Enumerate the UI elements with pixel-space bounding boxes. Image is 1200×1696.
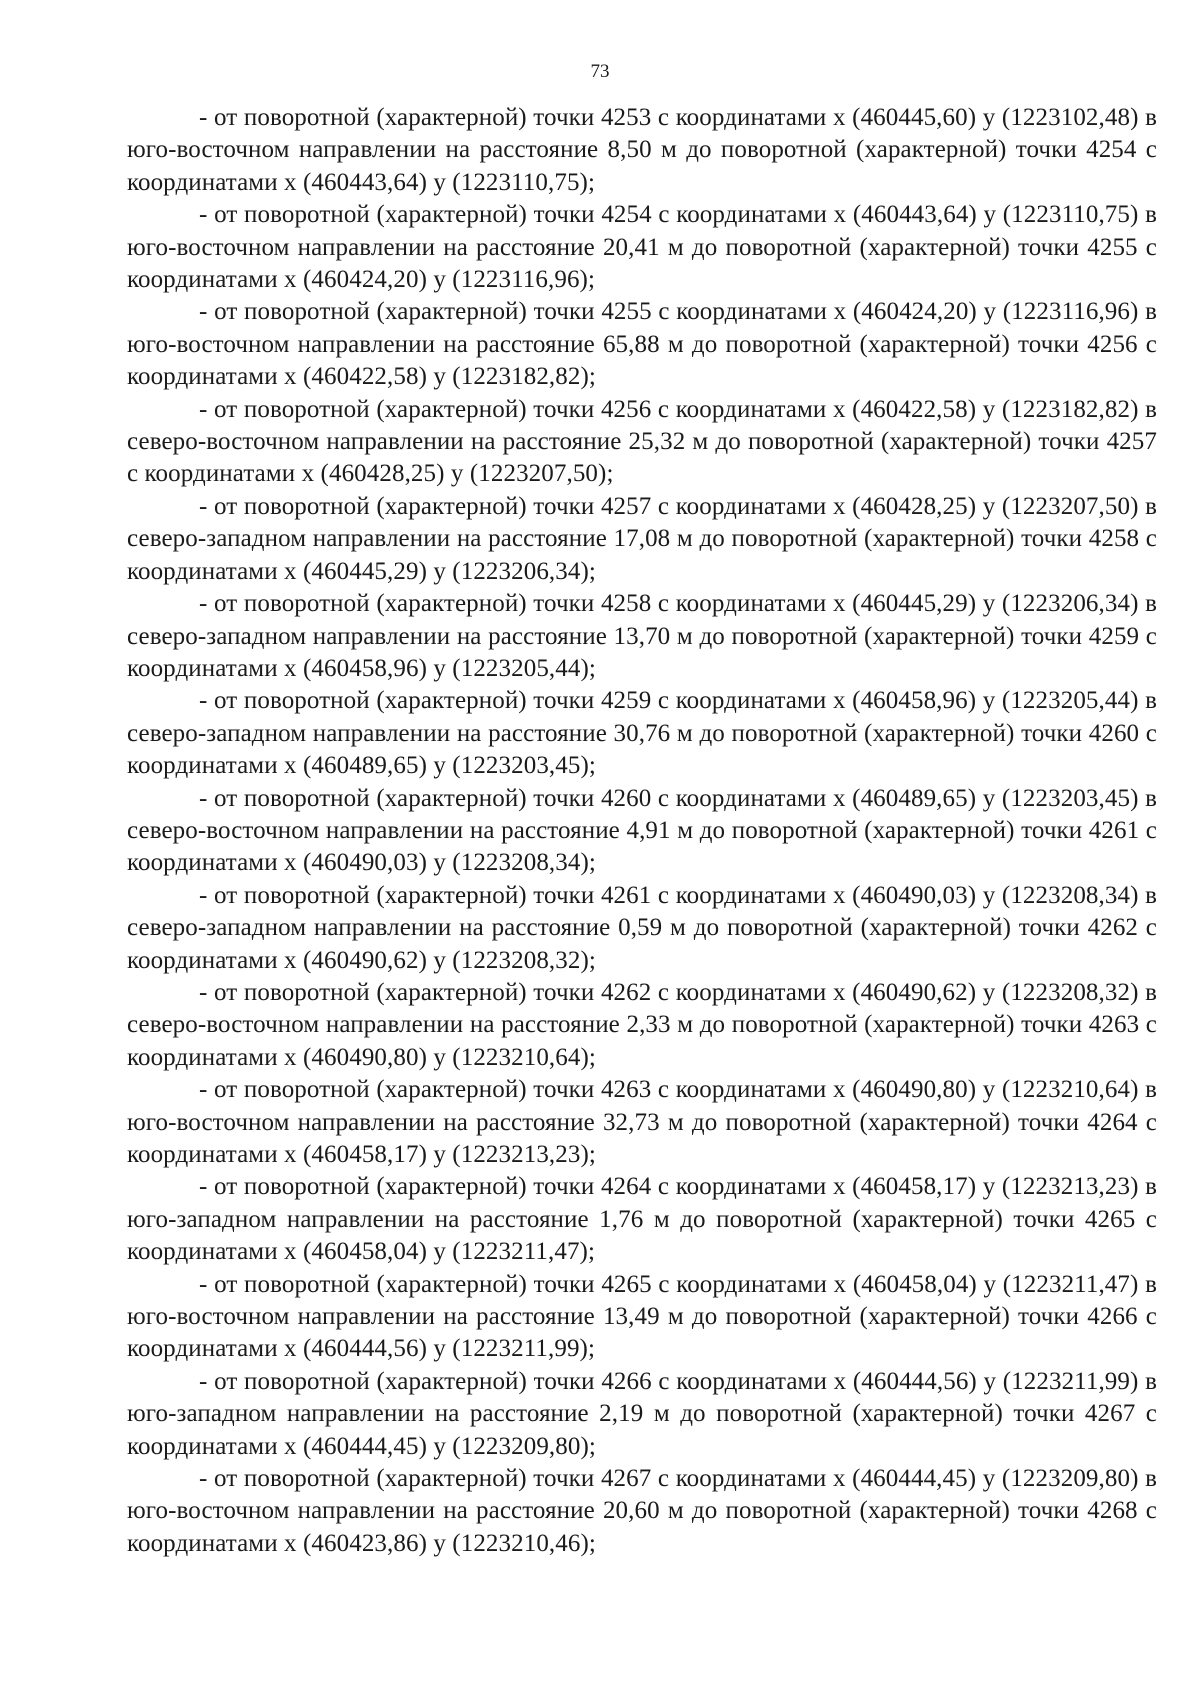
boundary-paragraph-4264: - от поворотной (характерной) точки 4264 с координатами x (460458,17) у (1223213,23) в юго-западном направлении на расстояние 1,76 м до поворотной (характерной) точки 4265 с координатами x (460458,04) у (1223211,47); bbox=[127, 1173, 1157, 1266]
boundary-paragraph-4258: - от поворотной (характерной) точки 4258 с координатами x (460445,29) у (1223206,34) в северо-западном направлении на расстояние 13,70 м до поворотной (характерной) точки 4259 с координатами x (460458,96) у (1223205,44); bbox=[127, 590, 1157, 682]
boundary-paragraph-4255: - от поворотной (характерной) точки 4255 с координатами x (460424,20) у (1223116,96) в юго-восточном направлении на расстояние 65,88 м до поворотной (характерной) точки 4256 с координатами x (460422,58) у (1223182,82); bbox=[127, 298, 1157, 391]
document-body bbox=[127, 102, 1157, 1560]
boundary-paragraph-4253: - от поворотной (характерной) точки 4253 с координатами x (460445,60) у (1223102,48) в юго-восточном направлении на расстояние 8,50 м до поворотной (характерной) точки 4254 с координатами x (460443,64) у (1223110,75); bbox=[127, 104, 1157, 196]
boundary-paragraph-4267: - от поворотной (характерной) точки 4267 с координатами x (460444,45) у (1223209,80) в юго-восточном направлении на расстояние 20,60 м до поворотной (характерной) точки 4268 с координатами x (460423,86) у (1223210,46); bbox=[127, 1465, 1157, 1557]
boundary-paragraph-4257: - от поворотной (характерной) точки 4257 с координатами x (460428,25) у (1223207,50) в северо-западном направлении на расстояние 17,08 м до поворотной (характерной) точки 4258 с координатами x (460445,29) у (1223206,34); bbox=[127, 492, 1157, 585]
boundary-paragraph-4265: - от поворотной (характерной) точки 4265 с координатами x (460458,04) у (1223211,47) в юго-восточном направлении на расстояние 13,49 м до поворотной (характерной) точки 4266 с координатами x (460444,56) у (1223211,99); bbox=[127, 1270, 1157, 1363]
page-number: 73 bbox=[590, 61, 610, 82]
boundary-paragraph-4263: - от поворотной (характерной) точки 4263 с координатами x (460490,80) у (1223210,64) в юго-восточном направлении на расстояние 32,73 м до поворотной (характерной) точки 4264 с координатами x (460458,17) у (1223213,23); bbox=[127, 1076, 1157, 1168]
boundary-paragraph-4260: - от поворотной (характерной) точки 4260 с координатами x (460489,65) у (1223203,45) в северо-восточном направлении на расстояние 4,91 м до поворотной (характерной) точки 4261 с координатами x (460490,03) у (1223208,34); bbox=[127, 784, 1157, 877]
boundary-paragraph-4256: - от поворотной (характерной) точки 4256 с координатами x (460422,58) у (1223182,82) в северо-восточном направлении на расстояние 25,32 м до поворотной (характерной) точки 4257 с координатами x (460428,25) у (1223207,50); bbox=[127, 395, 1157, 488]
boundary-paragraph-4261: - от поворотной (характерной) точки 4261 с координатами x (460490,03) у (1223208,34) в северо-западном направлении на расстояние 0,59 м до поворотной (характерной) точки 4262 с координатами x (460490,62) у (1223208,32); bbox=[127, 881, 1157, 974]
boundary-paragraph-4259: - от поворотной (характерной) точки 4259 с координатами x (460458,96) у (1223205,44) в северо-западном направлении на расстояние 30,76 м до поворотной (характерной) точки 4260 с координатами x (460489,65) у (1223203,45); bbox=[127, 687, 1157, 780]
boundary-paragraph-4262: - от поворотной (характерной) точки 4262 с координатами x (460490,62) у (1223208,32) в северо-восточном направлении на расстояние 2,33 м до поворотной (характерной) точки 4263 с координатами x (460490,80) у (1223210,64); bbox=[127, 978, 1157, 1071]
boundary-paragraph-4254: - от поворотной (характерной) точки 4254 с координатами x (460443,64) у (1223110,75) в юго-восточном направлении на расстояние 20,41 м до поворотной (характерной) точки 4255 с координатами x (460424,20) у (1223116,96); bbox=[127, 201, 1157, 294]
boundary-paragraph-4266: - от поворотной (характерной) точки 4266 с координатами x (460444,56) у (1223211,99) в юго-западном направлении на расстояние 2,19 м до поворотной (характерной) точки 4267 с координатами x (460444,45) у (1223209,80); bbox=[127, 1367, 1157, 1460]
